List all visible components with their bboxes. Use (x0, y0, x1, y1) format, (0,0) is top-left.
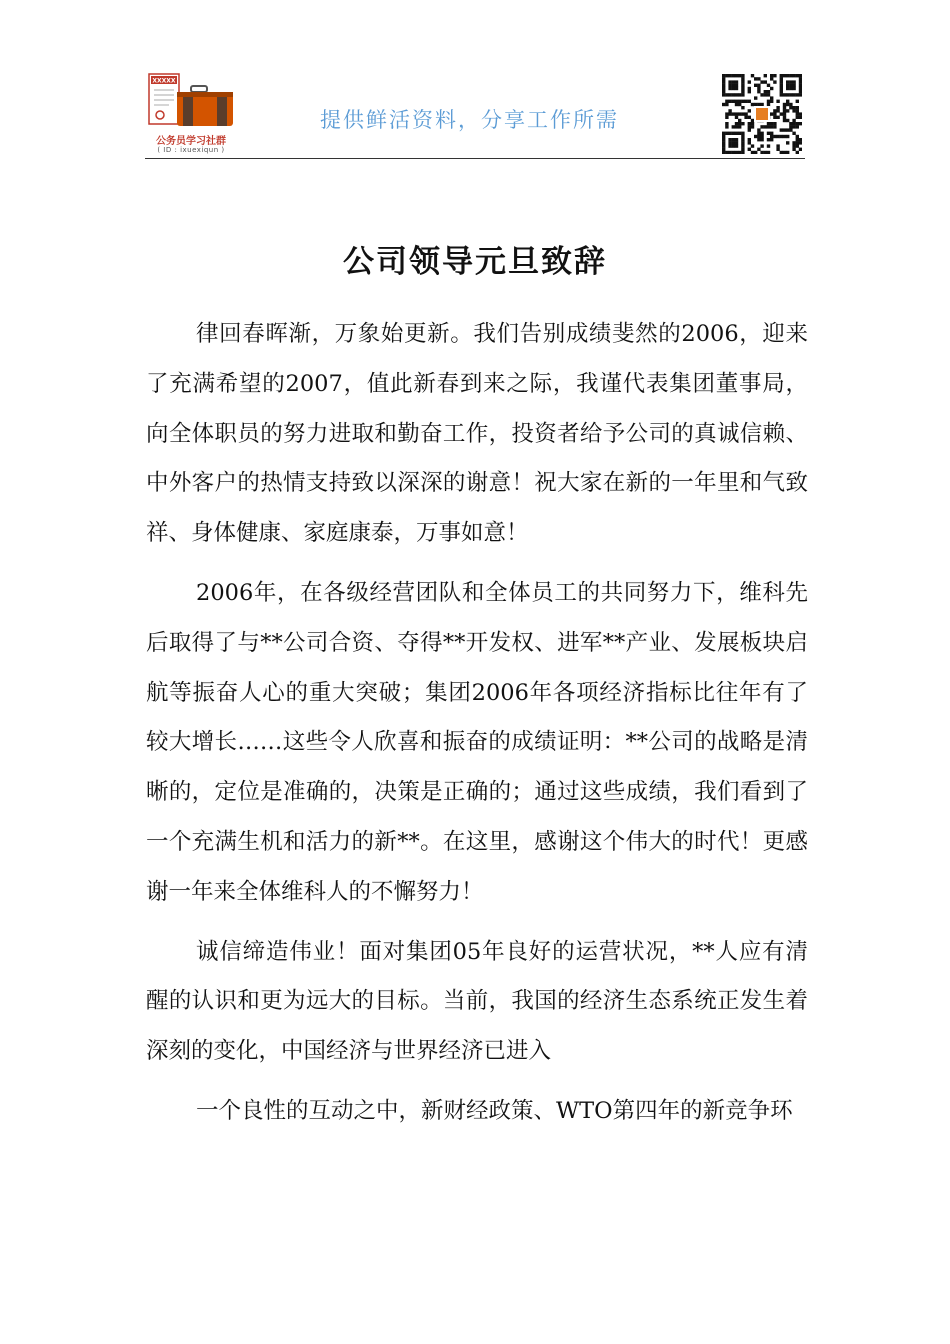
community-logo (145, 70, 237, 158)
qr-code-icon (722, 74, 802, 154)
paragraph: 2006年，在各级经营团队和全体员工的共同努力下，维科先后取得了与**公司合资、夺得**开发权、进军**产业、发展板块启航等振奋人心的重大突破；集团2006年各项经济指标比往年有了较大增长……这些令人欣喜和振奋的成绩证明：**公司的战略是清晰的，定位是准确的，决策是正确的；通过这些成绩，我们看到了一个充满生机和活力的新**。在这里，感谢这个伟大的时代！更感谢一年来全体维科人的不懈努力！ (146, 579, 808, 905)
header-divider (145, 158, 805, 159)
logo-name: 公务员学习社群 (156, 136, 226, 147)
paragraph: 诚信缔造伟业！面对集团05年良好的运营状况，**人应有清醒的认识和更为远大的目标。当前，我国的经济生态系统正发生着深刻的变化，中国经济与世界经济已进入 (146, 938, 808, 1065)
document-body (146, 310, 808, 1137)
briefcase-logo-icon (145, 70, 237, 132)
logo-badge-text: XXXXX (152, 77, 176, 85)
paragraph: 一个良性的互动之中，新财经政策、WTO第四年的新竞争环 (196, 1097, 793, 1124)
header-tagline: 提供鲜活资料，分享工作所需 (320, 108, 619, 132)
page-header (145, 70, 805, 158)
document-title: 公司领导元旦致辞 (343, 244, 607, 280)
paragraph: 律回春晖渐，万象始更新。我们告别成绩斐然的2006，迎来了充满希望的2007，值此新春到来之际，我谨代表集团董事局，向全体职员的努力进取和勤奋工作，投资者给予公司的真诚信赖、中外客户的热情支持致以深深的谢意！祝大家在新的一年里和气致祥、身体健康、家庭康泰，万事如意！ (146, 321, 808, 547)
logo-id: ( ID : ixuexiqun ) (157, 146, 225, 154)
